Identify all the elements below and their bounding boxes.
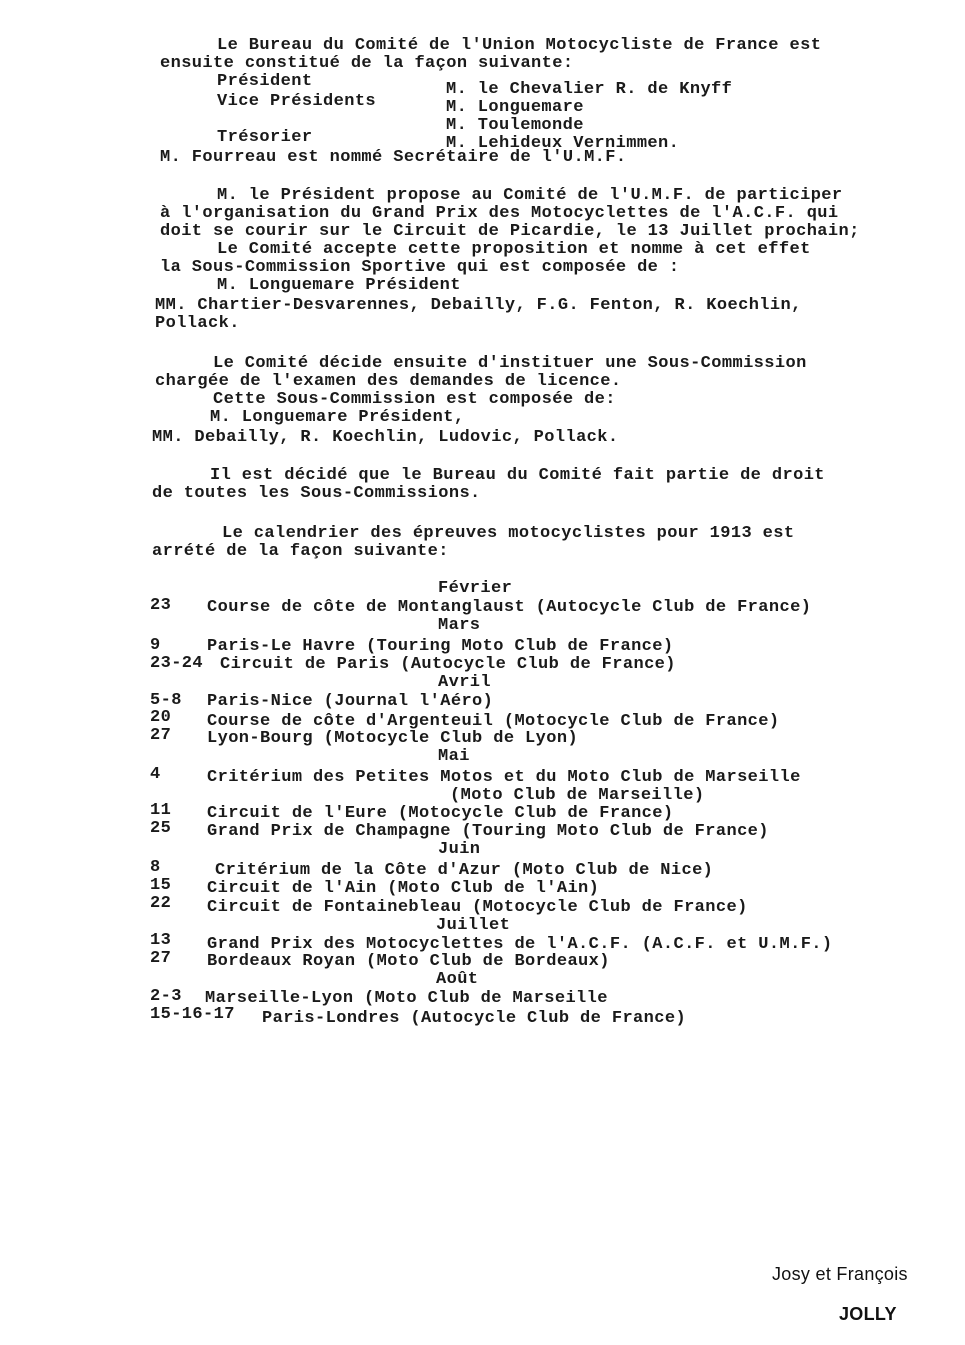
event-text: Critérium des Petites Motos et du Moto Club de Marseille	[207, 768, 801, 787]
vice-president-name-2: M. Toulemonde	[446, 116, 584, 135]
grand-prix-line-3: doit se courir sur le Circuit de Picardie, le 13 Juillet prochain;	[160, 222, 860, 241]
droit-line-2: de toutes les Sous-Commissions.	[152, 484, 481, 503]
event-date: 15	[150, 876, 172, 895]
event-date: 15-16-17	[150, 1005, 235, 1024]
event-text: Course de côte d'Argenteuil (Motocycle Club de France)	[207, 712, 780, 731]
month-heading-avril: Avril	[438, 673, 492, 692]
licence-line-4: M. Longuemare Président,	[210, 408, 465, 427]
president-label: Président	[217, 72, 313, 91]
event-date: 4	[150, 765, 161, 784]
secretaire-line: M. Fourreau est nommé Secrétaire de l'U.M.F.	[160, 148, 627, 167]
event-date: 23	[150, 596, 172, 615]
event-text: Circuit de Paris (Autocycle Club de France)	[220, 655, 676, 674]
licence-line-3: Cette Sous-Commission est composée de:	[213, 390, 616, 409]
calendrier-line-1: Le calendrier des épreuves motocyclistes pour 1913 est	[222, 524, 795, 543]
grand-prix-line-5: la Sous-Commission Sportive qui est composée de :	[160, 258, 680, 277]
licence-line-1: Le Comité décide ensuite d'instituer une Sous-Commission	[213, 354, 807, 373]
event-text: Paris-Londres (Autocycle Club de France)	[262, 1009, 687, 1028]
event-text: Bordeaux Royan (Moto Club de Bordeaux)	[207, 952, 610, 971]
signature-line-1: Josy et François	[772, 1264, 908, 1284]
grand-prix-line-8: Pollack.	[155, 314, 240, 333]
tresorier-name: M. Lehideux Vernimmen.	[446, 134, 680, 153]
grand-prix-line-7: MM. Chartier-Desvarennes, Debailly, F.G. Fenton, R. Koechlin,	[155, 296, 802, 315]
event-date: 22	[150, 894, 172, 913]
grand-prix-line-6: M. Longuemare Président	[217, 276, 461, 295]
event-text: Marseille-Lyon (Moto Club de Marseille	[205, 989, 608, 1008]
event-date: 27	[150, 949, 172, 968]
month-heading-juin: Juin	[438, 840, 481, 859]
event-text: Lyon-Bourg (Motocycle Club de Lyon)	[207, 729, 579, 748]
licence-line-2: chargée de l'examen des demandes de licence.	[155, 372, 622, 391]
tresorier-label: Trésorier	[217, 128, 313, 147]
signature-line-2: JOLLY	[839, 1304, 897, 1324]
event-date: 5-8	[150, 691, 182, 710]
event-date: 11	[150, 801, 172, 820]
event-text: Critérium de la Côte d'Azur (Moto Club de Nice)	[215, 861, 714, 880]
grand-prix-line-4: Le Comité accepte cette proposition et nomme à cet effet	[217, 240, 811, 259]
grand-prix-line-2: à l'organisation du Grand Prix des Motocyclettes de l'A.C.F. qui	[160, 204, 839, 223]
droit-line-1: Il est décidé que le Bureau du Comité fait partie de droit	[210, 466, 825, 485]
event-text: Circuit de l'Eure (Motocycle Club de France)	[207, 804, 674, 823]
month-heading-mars: Mars	[438, 616, 481, 635]
event-date: 8	[150, 858, 161, 877]
month-heading-juillet: Juillet	[436, 916, 511, 935]
event-date: 2-3	[150, 987, 182, 1006]
licence-line-5: MM. Debailly, R. Koechlin, Ludovic, Pollack.	[152, 428, 619, 447]
event-date: 25	[150, 819, 172, 838]
event-text: Grand Prix des Motocyclettes de l'A.C.F. (A.C.F. et U.M.F.)	[207, 935, 833, 954]
event-text: Circuit de l'Ain (Moto Club de l'Ain)	[207, 879, 600, 898]
event-date: 20	[150, 708, 172, 727]
bureau-intro-line-2: ensuite constitué de la façon suivante:	[160, 54, 574, 73]
event-text: Circuit de Fontainebleau (Motocycle Club de France)	[207, 898, 748, 917]
month-heading-fevrier: Février	[438, 579, 513, 598]
event-text: Paris-Nice (Journal l'Aéro)	[207, 692, 494, 711]
event-date: 13	[150, 931, 172, 950]
vice-presidents-label: Vice Présidents	[217, 92, 377, 111]
grand-prix-line-1: M. le Président propose au Comité de l'U.M.F. de participer	[217, 186, 843, 205]
month-heading-aout: Août	[436, 970, 479, 989]
president-name: M. le Chevalier R. de Knyff	[446, 80, 733, 99]
bureau-intro-line-1: Le Bureau du Comité de l'Union Motocycliste de France est	[217, 36, 822, 55]
event-date: 9	[150, 636, 161, 655]
month-heading-mai: Mai	[438, 747, 470, 766]
event-text: (Moto Club de Marseille)	[450, 786, 705, 805]
vice-president-name-1: M. Longuemare	[446, 98, 584, 117]
event-text: Course de côte de Montanglaust (Autocycle Club de France)	[207, 598, 812, 617]
event-text: Paris-Le Havre (Touring Moto Club de France)	[207, 637, 674, 656]
event-date: 27	[150, 726, 172, 745]
event-date: 23-24	[150, 654, 204, 673]
calendrier-line-2: arrété de la façon suivante:	[152, 542, 449, 561]
event-text: Grand Prix de Champagne (Touring Moto Club de France)	[207, 822, 769, 841]
